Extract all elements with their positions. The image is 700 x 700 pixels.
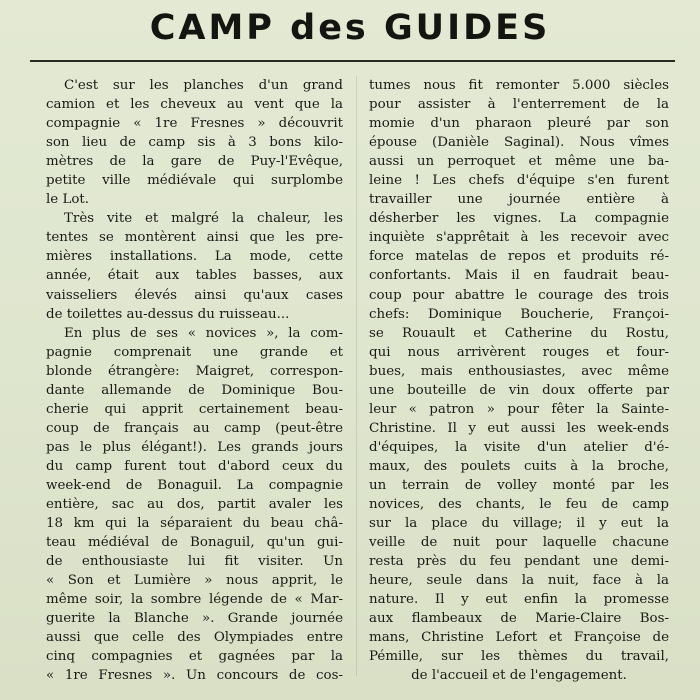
text-line: heure, seule dans la nuit, face à la <box>369 573 669 589</box>
text-line: cherie qui apprit certainement beau- <box>46 401 343 417</box>
text-line: cinq compagnies et gagnées par la <box>46 649 343 665</box>
text-line: veille de nuit pour laquelle chacune <box>369 535 669 551</box>
text-line: entière, sac au dos, partit avaler les <box>46 497 343 513</box>
text-line: coup pour abattre le courage des trois <box>369 287 669 303</box>
text-line: mans, Christine Lefort et Françoise de <box>369 630 669 646</box>
text-line: de l'accueil et de l'engagement. <box>411 668 627 684</box>
text-line: leur « patron » pour fêter la Sainte- <box>369 401 669 417</box>
text-line: pagnie comprenait une grande et <box>46 344 343 360</box>
text-line: travailler une journée entière à <box>369 192 669 208</box>
text-line: aux flambeaux de Marie-Claire Bos- <box>369 611 669 627</box>
text-line: sur la place du village; il y eut la <box>369 516 669 532</box>
text-line: du camp furent tout d'abord ceux du <box>46 458 343 474</box>
text-line: guerite la Blanche ». Grande journée <box>46 611 343 627</box>
text-line: d'équipes, la visite d'un atelier d'é- <box>369 439 669 455</box>
text-line: C'est sur les planches d'un grand <box>64 78 343 93</box>
text-line: resta près du feu pendant une demi- <box>369 554 669 570</box>
column-gutter <box>356 76 357 676</box>
text-line: mètres de la gare de Puy-l'Evêque, <box>46 154 343 170</box>
text-line: « Son et Lumière » nous apprit, le <box>46 573 343 589</box>
text-line: aussi que celle des Olympiades entre <box>46 630 343 646</box>
text-line: qui nous arrivèrent rouges et four- <box>369 344 669 360</box>
text-line: novices, des chants, le feu de camp <box>369 497 669 513</box>
article-column-right <box>369 76 669 686</box>
text-line: blonde étrangère: Maigret, correspon- <box>46 363 343 379</box>
text-line: son lieu de camp sis à 3 bons kilo- <box>46 135 343 151</box>
text-line: dante allemande de Dominique Bou- <box>46 382 343 398</box>
text-line: teau médiéval de Bonaguil, qu'un gui- <box>46 535 343 551</box>
text-line: vaisseliers élevés ainsi qu'aux cases <box>46 287 343 303</box>
text-line: force matelas de repos et produits ré- <box>369 249 669 265</box>
text-line: une bouteille de vin doux offerte par <box>369 382 669 398</box>
text-line: compagnie « 1re Fresnes » découvrit <box>46 116 343 132</box>
text-line: même soir, la sombre légende de « Mar- <box>46 592 343 608</box>
text-line: de toilettes au-dessus du ruisseau... <box>46 306 290 322</box>
text-line: chefs: Dominique Boucherie, Françoi- <box>369 306 669 322</box>
article-headline: CAMP des GUIDES <box>149 8 551 48</box>
text-line: aussi un perroquet et même une ba- <box>369 154 669 170</box>
text-line: En plus de ses « novices », la com- <box>64 325 343 341</box>
text-line: désherber les vignes. La compagnie <box>369 211 669 227</box>
text-line: se Rouault et Catherine du Rostu, <box>369 325 669 341</box>
text-line: année, était aux tables basses, aux <box>46 268 343 284</box>
text-line: Très vite et malgré la chaleur, les <box>64 211 343 227</box>
text-line: 18 km qui la séparaient du beau châ- <box>46 516 343 532</box>
text-line: épouse (Danièle Saginal). Nous vîmes <box>369 135 669 151</box>
text-line: maux, des poulets cuits à la broche, <box>369 458 669 474</box>
text-line: nature. Il y eut enfin la promesse <box>369 592 669 608</box>
text-line: pas le plus élégant!). Les grands jours <box>46 439 343 455</box>
text-line: bues, mais enthousiastes, avec même <box>369 363 669 379</box>
text-line: le Lot. <box>46 192 90 208</box>
headline-rule <box>30 60 675 62</box>
text-line: confortants. Mais il en faudrait beau- <box>369 268 669 284</box>
text-line: tumes nous fit remonter 5.000 siècles <box>369 78 669 93</box>
text-line: « 1re Fresnes ». Un concours de cos- <box>46 668 343 684</box>
text-line: leine ! Les chefs d'équipe s'en furent <box>369 173 669 189</box>
text-line: petite ville médiévale qui surplombe <box>46 173 343 189</box>
text-line: tentes se montèrent ainsi que les pre- <box>46 230 343 246</box>
text-line: inquiète s'apprêtait à les recevoir avec <box>369 230 669 246</box>
text-line: de enthousiaste lui fit visiter. Un <box>46 554 343 570</box>
text-line: un terrain de volley monté par les <box>369 477 669 493</box>
text-line: pour assister à l'enterrement de la <box>369 97 669 113</box>
text-line: Christine. Il y eut aussi les week-ends <box>369 420 669 436</box>
text-line: momie d'un pharaon pleuré par son <box>369 116 669 132</box>
text-line: camion et les cheveux au vent que la <box>46 97 343 113</box>
article-column-left <box>46 76 343 686</box>
text-line: mières installations. La mode, cette <box>46 249 343 265</box>
text-line: Pémille, sur les thèmes du travail, <box>369 649 669 665</box>
text-line: coup de français au camp (peut-être <box>46 420 343 436</box>
text-line: week-end de Bonaguil. La compagnie <box>46 477 343 493</box>
